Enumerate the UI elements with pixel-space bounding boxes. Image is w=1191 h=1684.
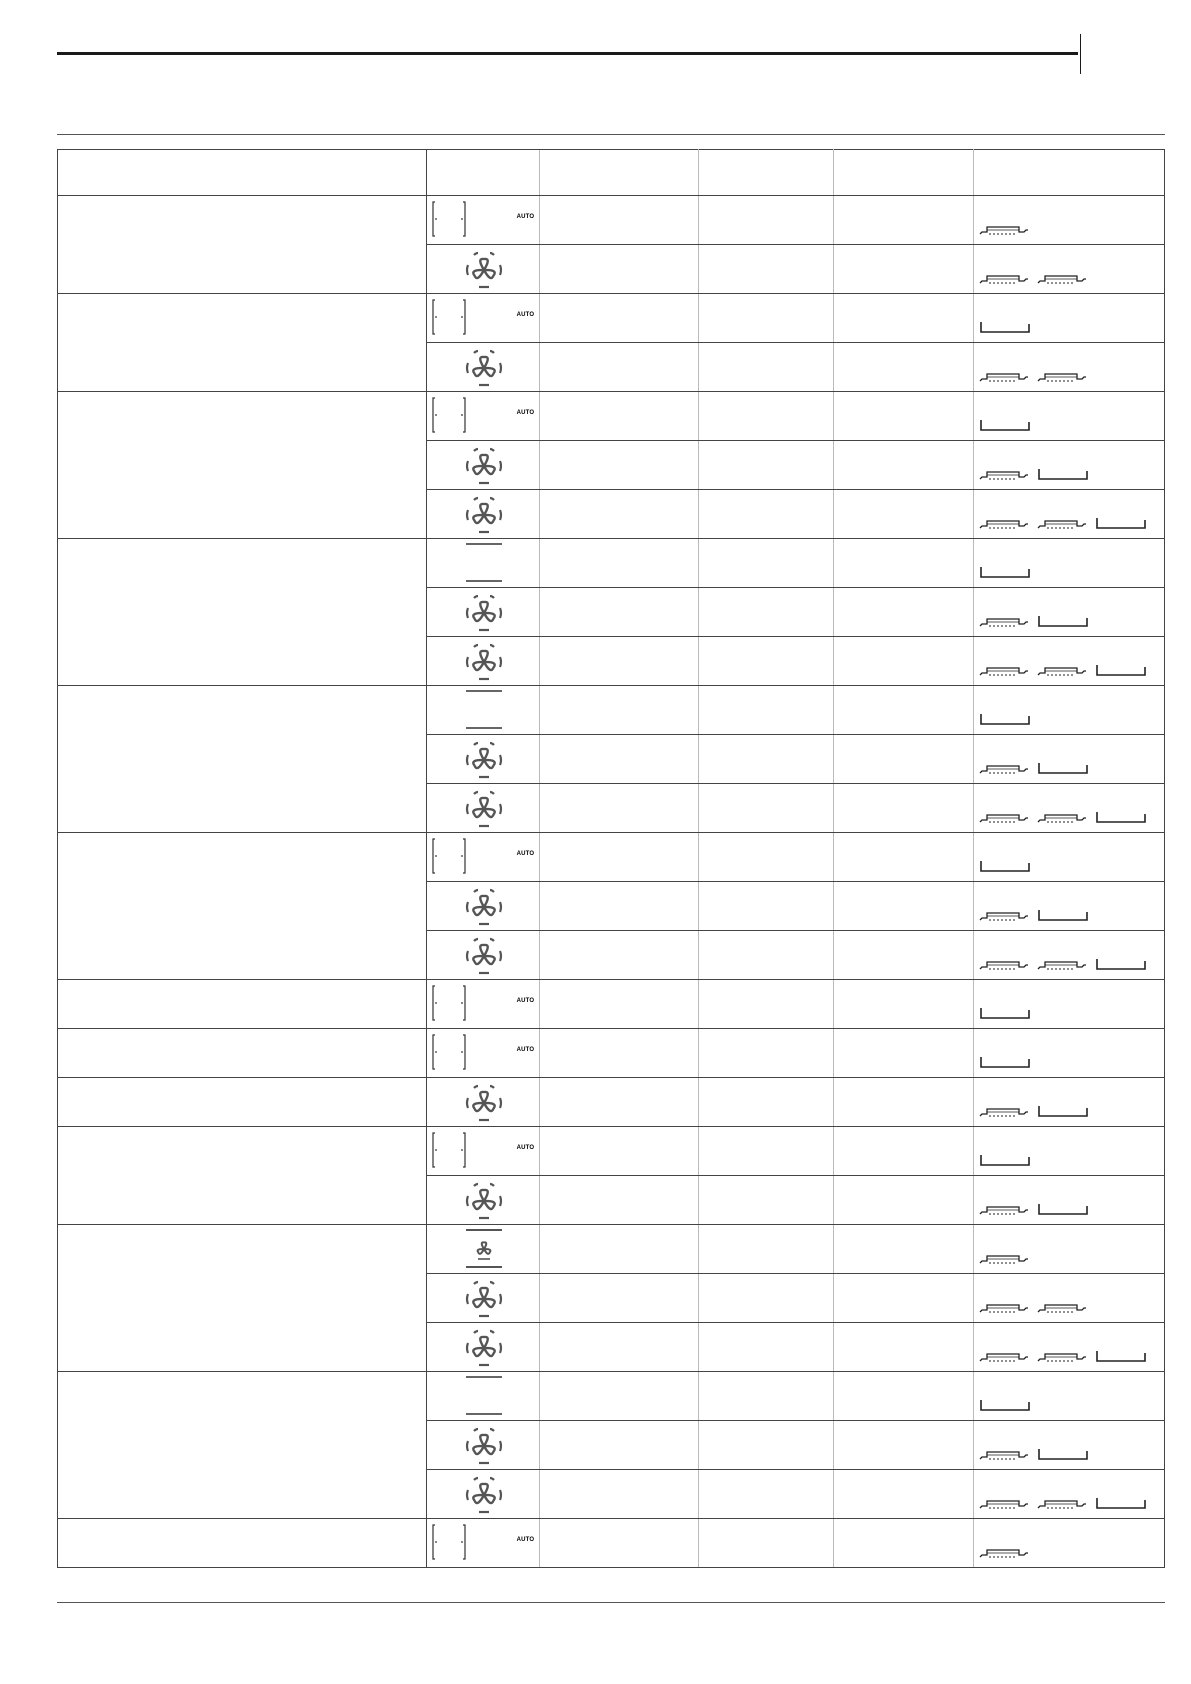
wire-rack-icon bbox=[979, 518, 1029, 530]
time-cell bbox=[698, 1372, 833, 1421]
temperature-cell bbox=[540, 1029, 698, 1078]
mode-cell bbox=[427, 1421, 540, 1470]
accessory-cell bbox=[974, 1176, 1165, 1225]
baking-tray-icon bbox=[1095, 1496, 1147, 1510]
mode-cell bbox=[427, 1029, 540, 1078]
temperature-cell bbox=[540, 637, 698, 686]
level-cell bbox=[834, 1078, 974, 1127]
auto-bracket-icon bbox=[427, 1519, 539, 1567]
wire-rack-icon bbox=[979, 1498, 1029, 1510]
time-cell bbox=[698, 392, 833, 441]
fan-icon bbox=[427, 1323, 539, 1371]
header-rule bbox=[57, 52, 1078, 55]
temperature-cell bbox=[540, 882, 698, 931]
wire-rack-icon bbox=[979, 910, 1029, 922]
auto-label: AUTO bbox=[516, 1047, 535, 1053]
header-food bbox=[58, 150, 427, 196]
auto-label: AUTO bbox=[516, 1145, 535, 1151]
level-cell bbox=[834, 588, 974, 637]
mode-cell bbox=[427, 637, 540, 686]
time-cell bbox=[698, 294, 833, 343]
wire-rack-icon bbox=[1037, 1351, 1087, 1363]
level-cell bbox=[834, 343, 974, 392]
baking-tray-icon bbox=[1037, 614, 1089, 628]
wire-rack-icon bbox=[979, 1547, 1029, 1559]
temperature-cell bbox=[540, 1323, 698, 1372]
time-cell bbox=[698, 686, 833, 735]
auto-label: AUTO bbox=[516, 214, 535, 220]
level-cell bbox=[834, 1176, 974, 1225]
level-cell bbox=[834, 931, 974, 980]
auto-bracket-icon bbox=[427, 294, 539, 342]
accessory-cell bbox=[974, 1372, 1165, 1421]
accessory-cell bbox=[974, 245, 1165, 294]
baking-tray-icon bbox=[979, 712, 1031, 726]
fan-top-bottom-icon bbox=[427, 1225, 539, 1273]
section-rule bbox=[57, 134, 1165, 135]
temperature-cell bbox=[540, 1274, 698, 1323]
food-cell bbox=[58, 686, 427, 833]
mode-cell bbox=[427, 882, 540, 931]
level-cell bbox=[834, 539, 974, 588]
temperature-cell bbox=[540, 1127, 698, 1176]
accessory-cell bbox=[974, 1225, 1165, 1274]
accessory-cell bbox=[974, 833, 1165, 882]
accessory-cell bbox=[974, 294, 1165, 343]
mode-cell bbox=[427, 588, 540, 637]
footer-rule bbox=[57, 1602, 1165, 1603]
accessory-cell bbox=[974, 735, 1165, 784]
temperature-cell bbox=[540, 294, 698, 343]
temperature-cell bbox=[540, 686, 698, 735]
baking-tray-icon bbox=[1095, 663, 1147, 677]
food-cell bbox=[58, 196, 427, 294]
level-cell bbox=[834, 441, 974, 490]
wire-rack-icon bbox=[1037, 518, 1087, 530]
wire-rack-icon bbox=[979, 616, 1029, 628]
level-cell bbox=[834, 1274, 974, 1323]
baking-tray-icon bbox=[979, 320, 1031, 334]
level-cell bbox=[834, 1127, 974, 1176]
auto-label: AUTO bbox=[516, 410, 535, 416]
time-cell bbox=[698, 1470, 833, 1519]
mode-cell bbox=[427, 343, 540, 392]
temperature-cell bbox=[540, 833, 698, 882]
temperature-cell bbox=[540, 980, 698, 1029]
wire-rack-icon bbox=[979, 812, 1029, 824]
time-cell bbox=[698, 833, 833, 882]
fan-icon bbox=[427, 735, 539, 783]
header-level bbox=[834, 150, 974, 196]
table-row bbox=[58, 392, 1165, 441]
baking-tray-icon bbox=[1037, 1447, 1089, 1461]
wire-rack-icon bbox=[1037, 273, 1087, 285]
fan-icon bbox=[427, 343, 539, 391]
wire-rack-icon bbox=[979, 224, 1029, 236]
table-row bbox=[58, 196, 1165, 245]
table-row bbox=[58, 1519, 1165, 1568]
time-cell bbox=[698, 490, 833, 539]
temperature-cell bbox=[540, 490, 698, 539]
table-row bbox=[58, 294, 1165, 343]
wire-rack-icon bbox=[1037, 1302, 1087, 1314]
baking-tray-icon bbox=[979, 1006, 1031, 1020]
header-temperature bbox=[540, 150, 698, 196]
header-time bbox=[698, 150, 833, 196]
auto-bracket-icon bbox=[427, 1127, 539, 1175]
wire-rack-icon bbox=[979, 1351, 1029, 1363]
fan-icon bbox=[427, 1176, 539, 1224]
temperature-cell bbox=[540, 1372, 698, 1421]
mode-cell bbox=[427, 441, 540, 490]
accessory-cell bbox=[974, 637, 1165, 686]
level-cell bbox=[834, 196, 974, 245]
wire-rack-icon bbox=[1037, 371, 1087, 383]
baking-tray-icon bbox=[979, 1055, 1031, 1069]
temperature-cell bbox=[540, 196, 698, 245]
time-cell bbox=[698, 1225, 833, 1274]
fan-icon bbox=[427, 1078, 539, 1126]
baking-tray-icon bbox=[1037, 467, 1089, 481]
cooking-table bbox=[57, 149, 1165, 1568]
auto-label: AUTO bbox=[516, 998, 535, 1004]
mode-cell bbox=[427, 1470, 540, 1519]
header-tick bbox=[1080, 34, 1081, 74]
mode-cell bbox=[427, 735, 540, 784]
temperature-cell bbox=[540, 1519, 698, 1568]
food-cell bbox=[58, 1078, 427, 1127]
mode-cell bbox=[427, 1225, 540, 1274]
baking-tray-icon bbox=[979, 1153, 1031, 1167]
accessory-cell bbox=[974, 1078, 1165, 1127]
temperature-cell bbox=[540, 931, 698, 980]
table-header-row bbox=[58, 150, 1165, 196]
table-row bbox=[58, 1078, 1165, 1127]
baking-tray-icon bbox=[979, 1398, 1031, 1412]
time-cell bbox=[698, 980, 833, 1029]
baking-tray-icon bbox=[979, 418, 1031, 432]
auto-label: AUTO bbox=[516, 851, 535, 857]
food-cell bbox=[58, 1372, 427, 1519]
baking-tray-icon bbox=[1037, 1104, 1089, 1118]
level-cell bbox=[834, 1372, 974, 1421]
auto-bracket-icon bbox=[427, 392, 539, 440]
header-mode bbox=[427, 150, 540, 196]
wire-rack-icon bbox=[979, 1106, 1029, 1118]
time-cell bbox=[698, 1029, 833, 1078]
accessory-cell bbox=[974, 343, 1165, 392]
wire-rack-icon bbox=[1037, 1498, 1087, 1510]
temperature-cell bbox=[540, 588, 698, 637]
temperature-cell bbox=[540, 1078, 698, 1127]
time-cell bbox=[698, 588, 833, 637]
level-cell bbox=[834, 1519, 974, 1568]
mode-cell bbox=[427, 294, 540, 343]
fan-icon bbox=[427, 245, 539, 293]
table-row bbox=[58, 686, 1165, 735]
level-cell bbox=[834, 735, 974, 784]
wire-rack-icon bbox=[979, 1204, 1029, 1216]
temperature-cell bbox=[540, 735, 698, 784]
accessory-cell bbox=[974, 490, 1165, 539]
temperature-cell bbox=[540, 1421, 698, 1470]
accessory-cell bbox=[974, 1323, 1165, 1372]
auto-bracket-icon bbox=[427, 196, 539, 244]
accessory-cell bbox=[974, 441, 1165, 490]
food-cell bbox=[58, 294, 427, 392]
mode-cell bbox=[427, 833, 540, 882]
mode-cell bbox=[427, 392, 540, 441]
accessory-cell bbox=[974, 588, 1165, 637]
time-cell bbox=[698, 735, 833, 784]
food-cell bbox=[58, 980, 427, 1029]
auto-bracket-icon bbox=[427, 980, 539, 1028]
baking-tray-icon bbox=[1037, 1202, 1089, 1216]
time-cell bbox=[698, 539, 833, 588]
fan-icon bbox=[427, 1470, 539, 1518]
accessory-cell bbox=[974, 1029, 1165, 1078]
accessory-cell bbox=[974, 1421, 1165, 1470]
auto-label: AUTO bbox=[516, 312, 535, 318]
time-cell bbox=[698, 245, 833, 294]
time-cell bbox=[698, 1519, 833, 1568]
mode-cell bbox=[427, 1176, 540, 1225]
auto-bracket-icon bbox=[427, 833, 539, 881]
fan-icon bbox=[427, 784, 539, 832]
table-row bbox=[58, 1225, 1165, 1274]
accessory-cell bbox=[974, 196, 1165, 245]
mode-cell bbox=[427, 686, 540, 735]
food-cell bbox=[58, 1225, 427, 1372]
level-cell bbox=[834, 980, 974, 1029]
temperature-cell bbox=[540, 245, 698, 294]
mode-cell bbox=[427, 196, 540, 245]
accessory-cell bbox=[974, 1127, 1165, 1176]
top-bottom-heat-icon bbox=[427, 686, 539, 734]
baking-tray-icon bbox=[979, 565, 1031, 579]
wire-rack-icon bbox=[979, 1302, 1029, 1314]
fan-icon bbox=[427, 882, 539, 930]
time-cell bbox=[698, 1078, 833, 1127]
wire-rack-icon bbox=[1037, 959, 1087, 971]
mode-cell bbox=[427, 980, 540, 1029]
level-cell bbox=[834, 882, 974, 931]
accessory-cell bbox=[974, 1519, 1165, 1568]
accessory-cell bbox=[974, 784, 1165, 833]
fan-icon bbox=[427, 1421, 539, 1469]
mode-cell bbox=[427, 931, 540, 980]
level-cell bbox=[834, 784, 974, 833]
level-cell bbox=[834, 637, 974, 686]
temperature-cell bbox=[540, 1225, 698, 1274]
temperature-cell bbox=[540, 784, 698, 833]
mode-cell bbox=[427, 1274, 540, 1323]
time-cell bbox=[698, 1176, 833, 1225]
level-cell bbox=[834, 1323, 974, 1372]
auto-bracket-icon bbox=[427, 1029, 539, 1077]
mode-cell bbox=[427, 490, 540, 539]
level-cell bbox=[834, 294, 974, 343]
time-cell bbox=[698, 343, 833, 392]
fan-icon bbox=[427, 637, 539, 685]
table-row bbox=[58, 1029, 1165, 1078]
mode-cell bbox=[427, 1127, 540, 1176]
table-row bbox=[58, 539, 1165, 588]
time-cell bbox=[698, 1421, 833, 1470]
wire-rack-icon bbox=[979, 273, 1029, 285]
food-cell bbox=[58, 1029, 427, 1078]
wire-rack-icon bbox=[979, 1449, 1029, 1461]
food-cell bbox=[58, 1127, 427, 1225]
time-cell bbox=[698, 784, 833, 833]
food-cell bbox=[58, 833, 427, 980]
mode-cell bbox=[427, 784, 540, 833]
top-bottom-heat-icon bbox=[427, 1372, 539, 1420]
fan-icon bbox=[427, 490, 539, 538]
accessory-cell bbox=[974, 1274, 1165, 1323]
mode-cell bbox=[427, 1078, 540, 1127]
header-accessory bbox=[974, 150, 1165, 196]
time-cell bbox=[698, 196, 833, 245]
level-cell bbox=[834, 392, 974, 441]
time-cell bbox=[698, 931, 833, 980]
accessory-cell bbox=[974, 931, 1165, 980]
baking-tray-icon bbox=[1095, 516, 1147, 530]
level-cell bbox=[834, 1029, 974, 1078]
accessory-cell bbox=[974, 539, 1165, 588]
temperature-cell bbox=[540, 1470, 698, 1519]
accessory-cell bbox=[974, 1470, 1165, 1519]
temperature-cell bbox=[540, 539, 698, 588]
time-cell bbox=[698, 1323, 833, 1372]
mode-cell bbox=[427, 1372, 540, 1421]
wire-rack-icon bbox=[979, 469, 1029, 481]
level-cell bbox=[834, 833, 974, 882]
baking-tray-icon bbox=[1095, 957, 1147, 971]
level-cell bbox=[834, 245, 974, 294]
baking-tray-icon bbox=[1037, 761, 1089, 775]
wire-rack-icon bbox=[979, 959, 1029, 971]
wire-rack-icon bbox=[979, 371, 1029, 383]
food-cell bbox=[58, 1519, 427, 1568]
table-row bbox=[58, 980, 1165, 1029]
table-row bbox=[58, 833, 1165, 882]
fan-icon bbox=[427, 588, 539, 636]
level-cell bbox=[834, 686, 974, 735]
top-bottom-heat-icon bbox=[427, 539, 539, 587]
time-cell bbox=[698, 882, 833, 931]
temperature-cell bbox=[540, 441, 698, 490]
time-cell bbox=[698, 1127, 833, 1176]
accessory-cell bbox=[974, 882, 1165, 931]
table-body bbox=[58, 196, 1165, 1568]
mode-cell bbox=[427, 1323, 540, 1372]
fan-icon bbox=[427, 441, 539, 489]
time-cell bbox=[698, 1274, 833, 1323]
baking-tray-icon bbox=[979, 859, 1031, 873]
time-cell bbox=[698, 441, 833, 490]
fan-icon bbox=[427, 931, 539, 979]
wire-rack-icon bbox=[979, 1253, 1029, 1265]
accessory-cell bbox=[974, 980, 1165, 1029]
baking-tray-icon bbox=[1095, 1349, 1147, 1363]
mode-cell bbox=[427, 245, 540, 294]
wire-rack-icon bbox=[1037, 665, 1087, 677]
mode-cell bbox=[427, 539, 540, 588]
table-row bbox=[58, 1372, 1165, 1421]
accessory-cell bbox=[974, 392, 1165, 441]
time-cell bbox=[698, 637, 833, 686]
baking-tray-icon bbox=[1095, 810, 1147, 824]
level-cell bbox=[834, 1421, 974, 1470]
level-cell bbox=[834, 490, 974, 539]
temperature-cell bbox=[540, 1176, 698, 1225]
baking-tray-icon bbox=[1037, 908, 1089, 922]
level-cell bbox=[834, 1225, 974, 1274]
temperature-cell bbox=[540, 343, 698, 392]
wire-rack-icon bbox=[979, 665, 1029, 677]
wire-rack-icon bbox=[1037, 812, 1087, 824]
fan-icon bbox=[427, 1274, 539, 1322]
level-cell bbox=[834, 1470, 974, 1519]
food-cell bbox=[58, 539, 427, 686]
food-cell bbox=[58, 392, 427, 539]
mode-cell bbox=[427, 1519, 540, 1568]
accessory-cell bbox=[974, 686, 1165, 735]
wire-rack-icon bbox=[979, 763, 1029, 775]
temperature-cell bbox=[540, 392, 698, 441]
auto-label: AUTO bbox=[516, 1537, 535, 1543]
table-row bbox=[58, 1127, 1165, 1176]
